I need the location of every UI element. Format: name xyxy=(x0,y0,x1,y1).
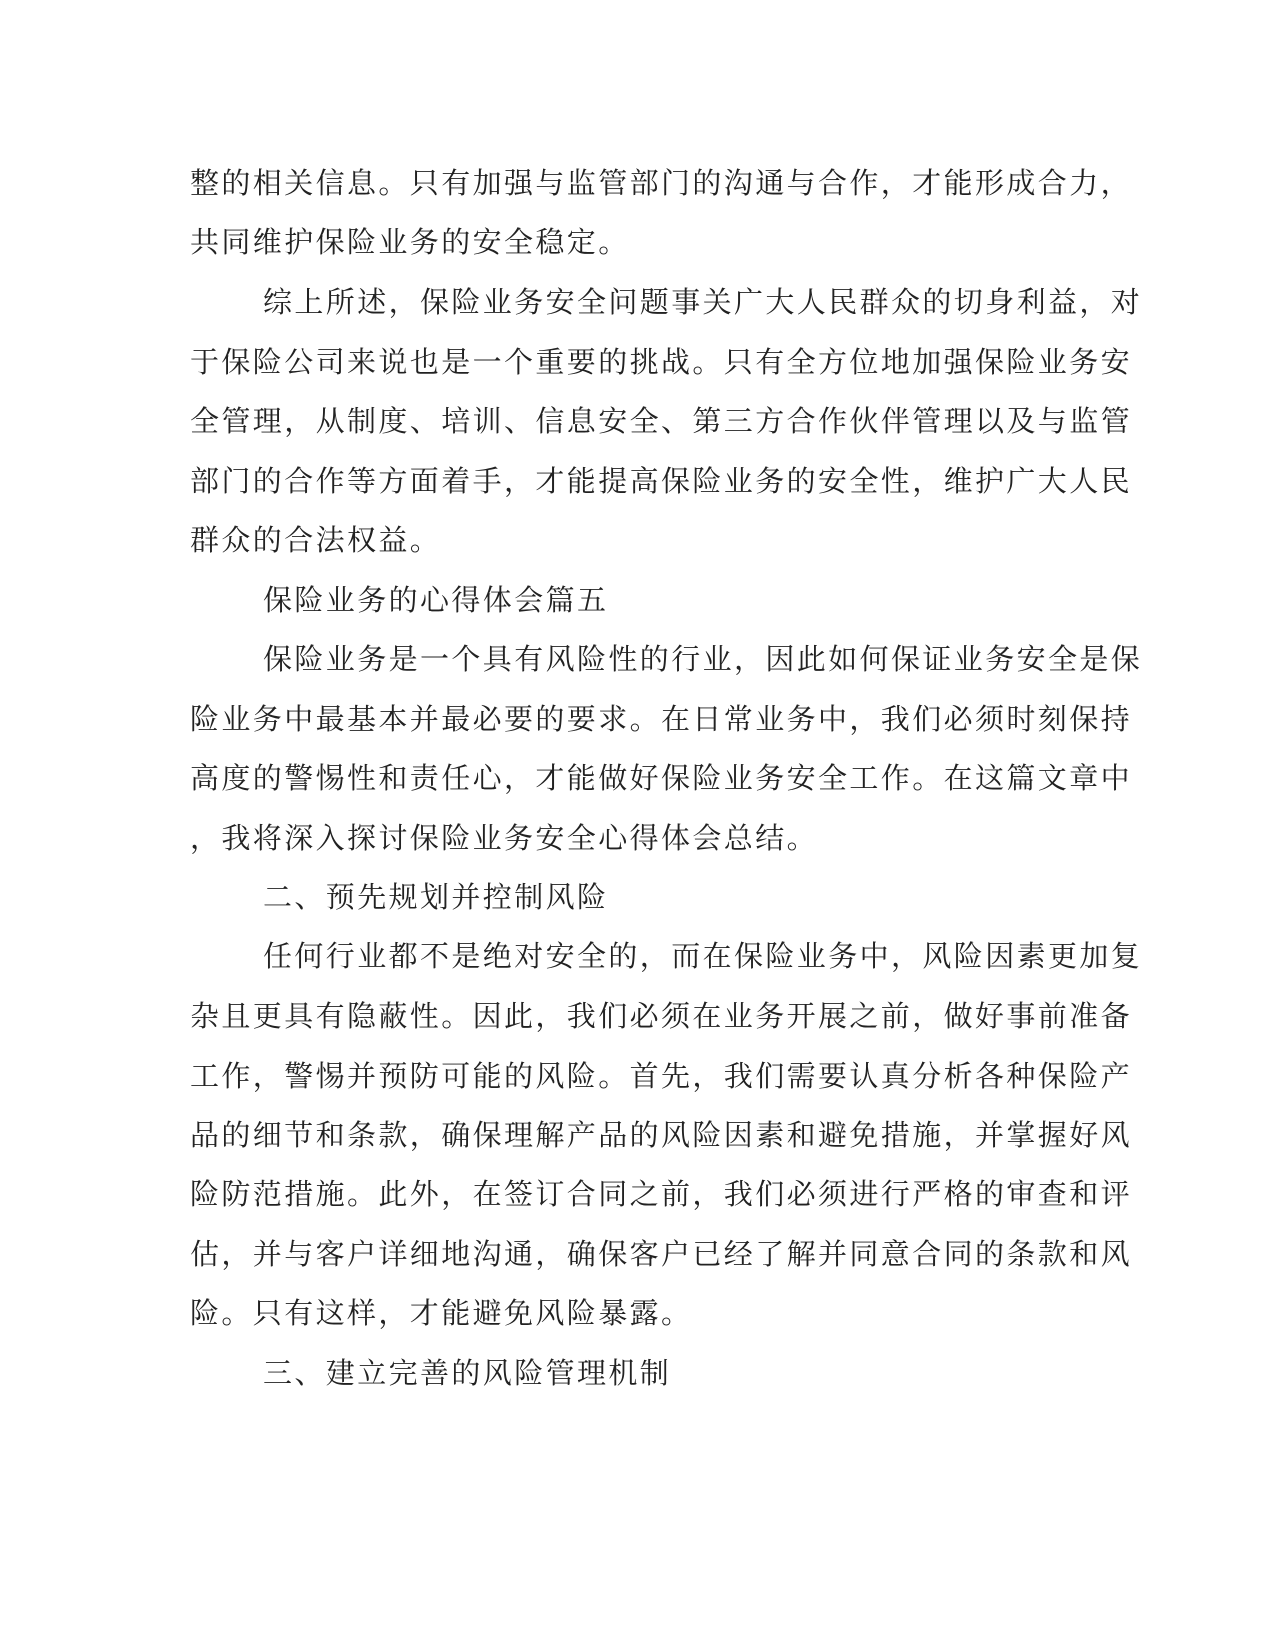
text-line: 部门的合作等方面着手，才能提高保险业务的安全性，维护广大人民 xyxy=(190,464,1133,498)
paragraph-start-line: 保险业务是一个具有风险性的行业，因此如何保证业务安全是保 xyxy=(263,642,1143,676)
text-line: 群众的合法权益。 xyxy=(190,523,442,557)
text-line: 险防范措施。此外，在签订合同之前，我们必须进行严格的审查和评 xyxy=(190,1177,1133,1211)
text-line: ，我将深入探讨保险业务安全心得体会总结。 xyxy=(190,821,819,855)
text-line: 估，并与客户详细地沟通，确保客户已经了解并同意合同的条款和风 xyxy=(190,1237,1133,1271)
text-line: 工作，警惕并预防可能的风险。首先，我们需要认真分析各种保险产 xyxy=(190,1059,1133,1093)
text-line: 杂且更具有隐蔽性。因此，我们必须在业务开展之前，做好事前准备 xyxy=(190,999,1133,1033)
paragraph-start-line: 综上所述，保险业务安全问题事关广大人民群众的切身利益，对 xyxy=(263,285,1143,319)
paragraph-start-line: 任何行业都不是绝对安全的，而在保险业务中，风险因素更加复 xyxy=(263,939,1143,973)
text-line: 共同维护保险业务的安全稳定。 xyxy=(190,225,630,259)
section-heading: 保险业务的心得体会篇五 xyxy=(263,583,609,617)
text-line: 险业务中最基本并最必要的要求。在日常业务中，我们必须时刻保持 xyxy=(190,702,1133,736)
text-line: 全管理，从制度、培训、信息安全、第三方合作伙伴管理以及与监管 xyxy=(190,404,1133,438)
subsection-heading: 三、建立完善的风险管理机制 xyxy=(263,1356,672,1390)
subsection-heading: 二、预先规划并控制风险 xyxy=(263,880,609,914)
text-line: 险。只有这样，才能避免风险暴露。 xyxy=(190,1296,693,1330)
text-line: 高度的警惕性和责任心，才能做好保险业务安全工作。在这篇文章中 xyxy=(190,761,1133,795)
text-line: 于保险公司来说也是一个重要的挑战。只有全方位地加强保险业务安 xyxy=(190,345,1133,379)
text-line: 品的细节和条款，确保理解产品的风险因素和避免措施，并掌握好风 xyxy=(190,1118,1133,1152)
text-line: 整的相关信息。只有加强与监管部门的沟通与合作，才能形成合力， xyxy=(190,166,1133,200)
